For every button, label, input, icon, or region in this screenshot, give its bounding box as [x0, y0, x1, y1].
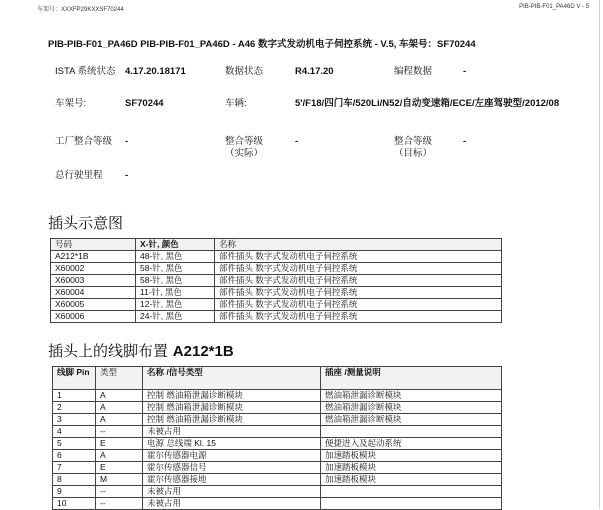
pin-type: E: [96, 462, 143, 474]
connector-pins: 58-针, 黑色: [136, 263, 215, 275]
pin-number: 6: [53, 450, 96, 462]
document-title: PIB-PIB-F01_PA46D PIB-PIB-F01_PA46D - A46 数字式发动机电子伺控系统 - V.5, 车架号：SF70244: [48, 39, 476, 50]
connector-number: X60006: [51, 311, 136, 323]
pin-socket: 加速踏板模块: [321, 450, 502, 462]
table-row: [53, 402, 502, 414]
pin-heading: [48, 340, 234, 361]
pin-type: A: [96, 450, 143, 462]
table-header-row: [51, 239, 502, 251]
vehicle-label: 车辆:: [225, 98, 247, 109]
connector-name: 部件插头 数字式发动机电子伺控系统: [215, 251, 502, 263]
connector-number: A212*1B: [51, 251, 136, 263]
header-vin: 车架号：XXXFP29KXXSF70244: [37, 7, 124, 13]
pin-socket: [321, 486, 502, 498]
table-row: [53, 414, 502, 426]
data-status-label: 数据状态: [225, 66, 264, 77]
pin-type: A: [96, 414, 143, 426]
ista-value: 4.17.20.18171: [125, 66, 186, 77]
table-row: [53, 390, 502, 402]
vehicle-info: [55, 66, 575, 184]
table-row: [53, 474, 502, 486]
connector-number: X60004: [51, 287, 136, 299]
vin-label: 车架号:: [55, 98, 87, 109]
connector-pins: 12-针, 黑色: [136, 299, 215, 311]
info-row-2: [55, 98, 575, 136]
connector-pins: 11-针, 黑色: [136, 287, 215, 299]
pin-socket: [321, 426, 502, 438]
pin-number: 5: [53, 438, 96, 450]
connector-number: X60002: [51, 263, 136, 275]
connector-number: X60003: [51, 275, 136, 287]
factory-level-label: 工厂整合等级: [55, 136, 113, 147]
table-row: [53, 498, 502, 510]
pin-socket: 燃油箱泄漏诊断模块: [321, 390, 502, 402]
connector-pins: 48-针, 黑色: [136, 251, 215, 263]
connector-heading: 插头示意图: [48, 214, 124, 232]
info-row-1: [55, 66, 575, 98]
pin-socket: [321, 498, 502, 510]
program-data-value: -: [463, 66, 467, 77]
pin-signal: 控制 燃油箱泄漏诊断模块: [143, 414, 321, 426]
col-socket: 插座 /测量说明: [321, 367, 502, 390]
pin-signal: 电源 总线端 Kl. 15: [143, 438, 321, 450]
pin-socket: 便捷进入及起动系统: [321, 438, 502, 450]
ista-label: ISTA 系统状态: [55, 66, 116, 77]
pin-number: 7: [53, 462, 96, 474]
pin-signal: 霍尔传感器电源: [143, 450, 321, 462]
table-row: [53, 438, 502, 450]
pin-number: 10: [53, 498, 96, 510]
connector-table: [50, 238, 502, 323]
info-row-4: [55, 170, 575, 184]
col-number: 号码: [51, 239, 136, 251]
connector-name: 部件插头 数字式发动机电子伺控系统: [215, 287, 502, 299]
total-km-label: 总行驶里程: [55, 170, 103, 181]
page-header: [0, 0, 603, 12]
pin-signal: 霍尔传感器接地: [143, 474, 321, 486]
col-signal: 名称 /信号类型: [143, 367, 321, 390]
header-doc-code: PIB-PIB-F01_PA46D V - 5: [519, 4, 589, 10]
pin-type: --: [96, 486, 143, 498]
table-row: [53, 426, 502, 438]
pin-signal: 未被占用: [143, 498, 321, 510]
table-row: [51, 251, 502, 263]
pin-number: 8: [53, 474, 96, 486]
pin-socket: 燃油箱泄漏诊断模块: [321, 402, 502, 414]
page-edge: [599, 0, 600, 509]
pin-type: A: [96, 390, 143, 402]
data-status-value: R4.17.20: [295, 66, 334, 77]
pin-type: --: [96, 498, 143, 510]
info-row-3: [55, 136, 575, 170]
pin-type: E: [96, 438, 143, 450]
pin-socket: 加速踏板模块: [321, 462, 502, 474]
pin-number: 9: [53, 486, 96, 498]
pin-type: A: [96, 402, 143, 414]
total-km-value: -: [125, 170, 129, 181]
table-row: [53, 462, 502, 474]
connector-pins: 24-针, 黑色: [136, 311, 215, 323]
pin-type: M: [96, 474, 143, 486]
factory-level-value: -: [125, 136, 129, 147]
pin-signal: 未被占用: [143, 426, 321, 438]
connector-number: X60005: [51, 299, 136, 311]
connector-name: 部件插头 数字式发动机电子伺控系统: [215, 311, 502, 323]
col-name: 名称: [215, 239, 502, 251]
pin-number: 1: [53, 390, 96, 402]
col-pin: 线脚 Pin: [53, 367, 96, 390]
connector-name: 部件插头 数字式发动机电子伺控系统: [215, 263, 502, 275]
table-row: [51, 275, 502, 287]
table-row: [51, 287, 502, 299]
pin-number: 2: [53, 402, 96, 414]
level-actual-value: -: [295, 136, 299, 147]
program-data-label: 编程数据: [394, 66, 433, 77]
table-header-row: [53, 367, 502, 390]
pin-signal: 霍尔传感器信号: [143, 462, 321, 474]
connector-pins: 58-针, 黑色: [136, 275, 215, 287]
level-target-value: -: [463, 136, 467, 147]
pin-socket: 加速踏板模块: [321, 474, 502, 486]
table-row: [51, 263, 502, 275]
pin-table: [52, 366, 502, 510]
pin-heading-code: A212*1B: [172, 343, 234, 360]
col-type: 类型: [96, 367, 143, 390]
table-row: [51, 311, 502, 323]
connector-name: 部件插头 数字式发动机电子伺控系统: [215, 299, 502, 311]
vehicle-value: 5'/F18/四门车/520Li/N52/自动变速箱/ECE/左座驾驶型/2012/08: [295, 98, 560, 109]
pin-socket: 燃油箱泄漏诊断模块: [321, 414, 502, 426]
level-target-label: 整合等级（目标）: [394, 136, 433, 159]
pin-number: 4: [53, 426, 96, 438]
table-row: [53, 486, 502, 498]
pin-heading-text: 插头上的线脚布置: [48, 342, 169, 360]
level-actual-label: 整合等级（实际）: [225, 136, 264, 159]
pin-signal: 未被占用: [143, 486, 321, 498]
vin-value: SF70244: [125, 98, 164, 109]
table-row: [51, 299, 502, 311]
pin-signal: 控制 燃油箱泄漏诊断模块: [143, 402, 321, 414]
pin-type: --: [96, 426, 143, 438]
table-row: [53, 450, 502, 462]
col-pins-color: X-针, 颜色: [136, 239, 215, 251]
connector-name: 部件插头 数字式发动机电子伺控系统: [215, 275, 502, 287]
pin-signal: 控制 燃油箱泄漏诊断模块: [143, 390, 321, 402]
pin-number: 3: [53, 414, 96, 426]
